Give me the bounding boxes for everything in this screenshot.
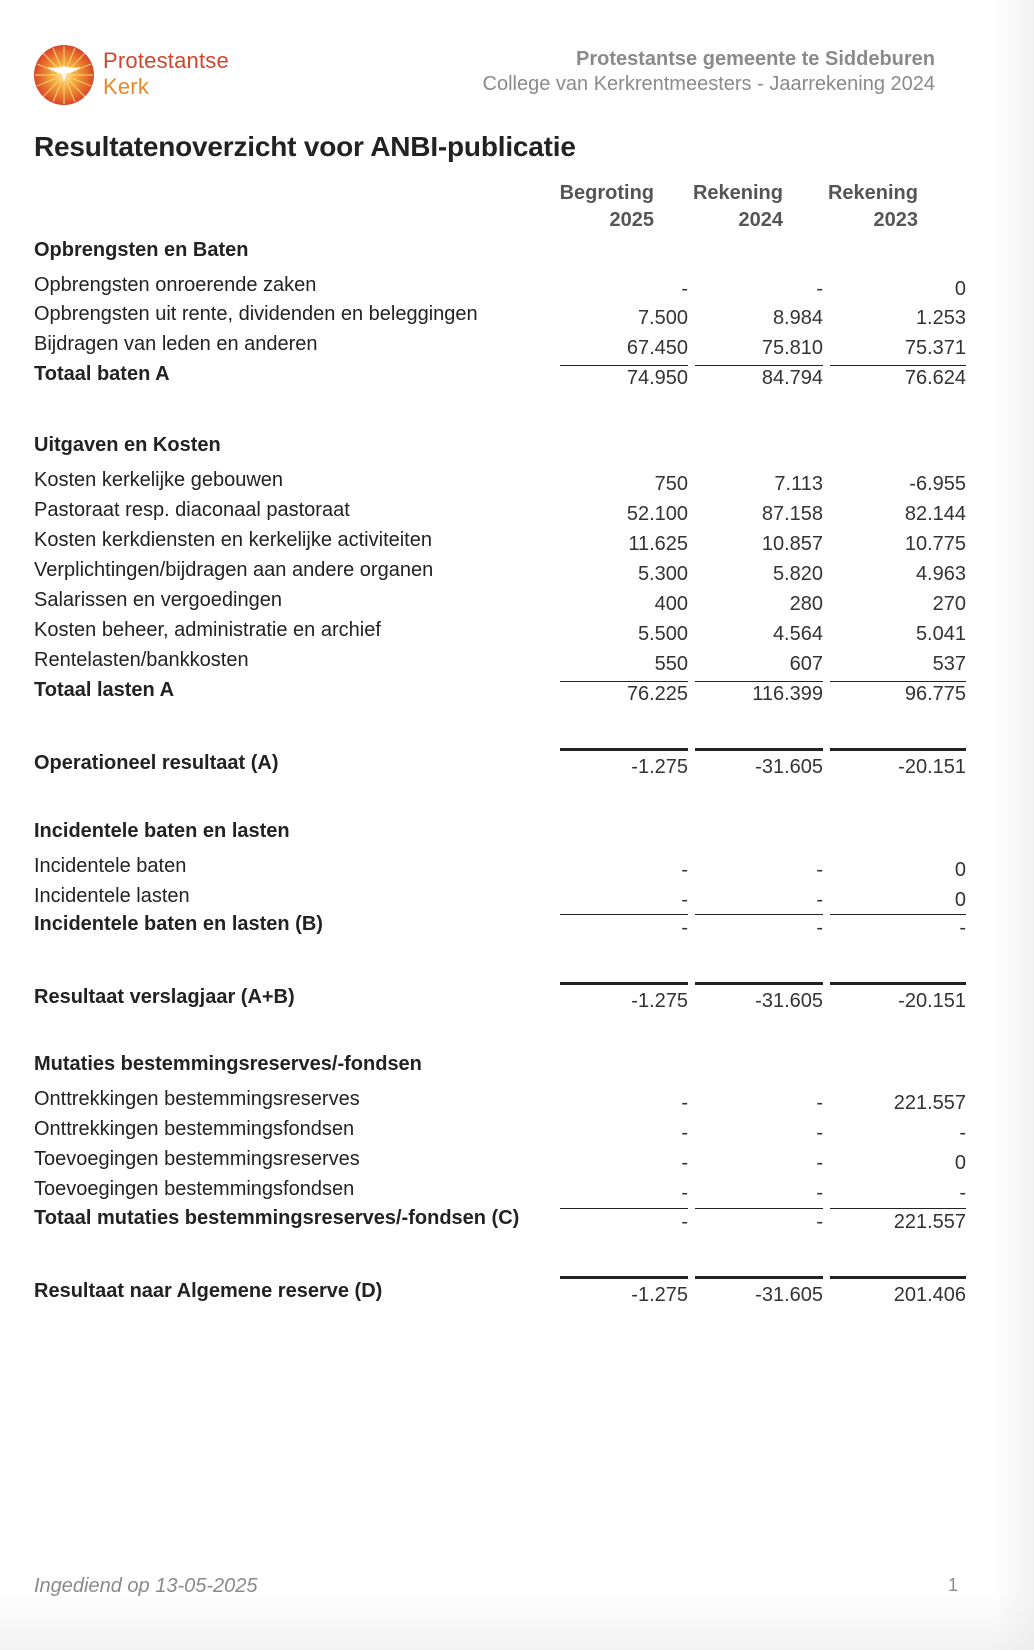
result-rule — [830, 982, 966, 985]
value-begroting-2025: 400 — [654, 593, 688, 615]
value-rekening-2024: -31.605 — [755, 1284, 823, 1306]
column-header-begroting-2025 — [514, 180, 654, 234]
table-row — [0, 559, 1034, 589]
row-label: Salarissen en vergoedingen — [34, 589, 282, 611]
value-rekening-2024: 8.984 — [772, 307, 823, 329]
value-rekening-2023: 75.371 — [904, 337, 966, 359]
value-rekening-2023: - — [959, 1182, 966, 1204]
value-rekening-2024: - — [816, 1211, 823, 1233]
row-label: Verplichtingen/bijdragen aan andere organen — [34, 559, 434, 581]
value-rekening-2023: 1.253 — [915, 307, 966, 329]
column-header-line2: 2025 — [609, 209, 654, 231]
row-label: Incidentele baten en lasten (B) — [34, 913, 323, 935]
value-begroting-2025: 74.950 — [626, 367, 688, 389]
row-label: Kosten kerkdiensten en kerkelijke activiteiten — [34, 529, 432, 551]
value-begroting-2025: 5.300 — [637, 563, 688, 585]
value-begroting-2025: 750 — [654, 473, 688, 495]
row-label: Bijdragen van leden en anderen — [34, 333, 318, 355]
value-rekening-2024: 7.113 — [774, 473, 823, 495]
column-header-line1: Begroting — [559, 182, 654, 204]
value-rekening-2023: 201.406 — [893, 1284, 966, 1306]
table-row — [0, 619, 1034, 649]
row-label: Totaal baten A — [34, 363, 170, 385]
column-header-line1: Rekening — [827, 182, 918, 204]
value-begroting-2025: 67.450 — [626, 337, 688, 359]
value-rekening-2023: 0 — [954, 1152, 966, 1174]
value-rekening-2023: -20.151 — [898, 990, 966, 1012]
page-bottom-shadow — [0, 1590, 1034, 1650]
submission-date: Ingediend op 13-05-2025 — [34, 1575, 258, 1597]
result-rule — [695, 982, 823, 985]
page-title: Resultatenoverzicht voor ANBI-publicatie — [34, 131, 576, 162]
row-label: Onttrekkingen bestemmingsfondsen — [34, 1118, 355, 1140]
value-rekening-2024: -31.605 — [755, 756, 823, 778]
value-rekening-2024: - — [816, 1092, 823, 1114]
value-rekening-2023: 221.557 — [893, 1211, 966, 1233]
total-row — [0, 1207, 1034, 1237]
value-begroting-2025: - — [681, 1122, 688, 1144]
value-begroting-2025: - — [681, 889, 688, 911]
document-subtitle: College van Kerkrentmeesters - Jaarrekening 2024 — [482, 73, 935, 95]
value-rekening-2024: 75.810 — [761, 337, 823, 359]
row-label: Incidentele lasten — [34, 885, 190, 907]
logo-line2: Kerk — [103, 74, 150, 99]
total-row — [0, 679, 1034, 709]
table-row — [0, 529, 1034, 559]
table-row — [0, 303, 1034, 333]
value-rekening-2024: - — [816, 1152, 823, 1174]
row-label: Opbrengsten uit rente, dividenden en beleggingen — [34, 303, 478, 325]
table-row — [0, 274, 1034, 304]
value-rekening-2024: - — [816, 278, 823, 300]
value-rekening-2024: - — [816, 889, 823, 911]
result-rule — [830, 748, 966, 751]
value-rekening-2024: 4.564 — [772, 623, 823, 645]
row-label: Resultaat naar Algemene reserve (D) — [34, 1280, 383, 1302]
value-begroting-2025: 550 — [654, 653, 688, 675]
result-rule — [695, 1276, 823, 1279]
value-rekening-2024: 10.857 — [761, 533, 823, 555]
value-rekening-2023: 4.963 — [915, 563, 966, 585]
table-row — [0, 885, 1034, 915]
table-row — [0, 1088, 1034, 1118]
row-label: Incidentele baten — [34, 855, 187, 877]
result-row — [0, 752, 1034, 782]
value-rekening-2024: 5.820 — [772, 563, 823, 585]
row-label: Operationeel resultaat (A) — [34, 752, 279, 774]
table-row — [0, 333, 1034, 363]
row-label: Opbrengsten onroerende zaken — [34, 274, 317, 296]
total-row — [0, 363, 1034, 393]
value-rekening-2023: 76.624 — [904, 367, 966, 389]
value-rekening-2023: 10.775 — [904, 533, 966, 555]
value-rekening-2023: 537 — [932, 653, 966, 675]
value-rekening-2023: 270 — [932, 593, 966, 615]
column-header-line2: 2023 — [873, 209, 918, 231]
table-row — [0, 1118, 1034, 1148]
value-rekening-2023: 5.041 — [915, 623, 966, 645]
row-label: Mutaties bestemmingsreserves/-fondsen — [34, 1053, 422, 1075]
column-header-line1: Rekening — [692, 182, 783, 204]
value-begroting-2025: 5.500 — [637, 623, 688, 645]
row-label: Rentelasten/bankkosten — [34, 649, 249, 671]
row-label: Toevoegingen bestemmingsreserves — [34, 1148, 360, 1170]
value-rekening-2023: - — [959, 1122, 966, 1144]
value-begroting-2025: - — [681, 278, 688, 300]
value-rekening-2023: - — [959, 917, 966, 939]
value-rekening-2023: 96.775 — [904, 683, 966, 705]
row-label: Uitgaven en Kosten — [34, 434, 221, 456]
logo-wordmark — [103, 48, 229, 100]
row-label: Totaal lasten A — [34, 679, 175, 701]
row-label: Toevoegingen bestemmingsfondsen — [34, 1178, 355, 1200]
value-rekening-2024: -31.605 — [755, 990, 823, 1012]
value-begroting-2025: - — [681, 859, 688, 881]
result-rule — [830, 1276, 966, 1279]
value-rekening-2024: 87.158 — [761, 503, 823, 525]
value-begroting-2025: -1.275 — [631, 756, 688, 778]
value-rekening-2024: 280 — [789, 593, 823, 615]
value-rekening-2024: - — [816, 1182, 823, 1204]
value-begroting-2025: 7.500 — [637, 307, 688, 329]
result-rule — [560, 748, 688, 751]
row-label: Kosten kerkelijke gebouwen — [34, 469, 284, 491]
result-rule — [560, 1276, 688, 1279]
row-label: Kosten beheer, administratie en archief — [34, 619, 381, 641]
result-row — [0, 1280, 1034, 1310]
value-begroting-2025: - — [681, 1182, 688, 1204]
value-rekening-2024: - — [816, 917, 823, 939]
value-begroting-2025: - — [681, 1092, 688, 1114]
organization-name: Protestantse gemeente te Siddeburen — [576, 48, 935, 70]
value-rekening-2023: 0 — [954, 278, 966, 300]
row-label: Onttrekkingen bestemmingsreserves — [34, 1088, 360, 1110]
section-heading — [0, 239, 1034, 269]
value-rekening-2024: 116.399 — [752, 683, 823, 705]
row-label: Incidentele baten en lasten — [34, 820, 290, 842]
value-rekening-2024: - — [816, 1122, 823, 1144]
value-rekening-2023: 82.144 — [904, 503, 966, 525]
table-row — [0, 1178, 1034, 1208]
value-rekening-2023: 221.557 — [893, 1092, 966, 1114]
value-begroting-2025: 52.100 — [626, 503, 688, 525]
row-label: Opbrengsten en Baten — [34, 239, 249, 261]
section-heading — [0, 1053, 1034, 1083]
protestantse-kerk-logo-icon — [33, 44, 95, 106]
value-begroting-2025: - — [681, 1211, 688, 1233]
value-rekening-2024: 84.794 — [761, 367, 823, 389]
row-label: Totaal mutaties bestemmingsreserves/-fondsen (C) — [34, 1207, 520, 1229]
value-rekening-2023: -6.955 — [909, 473, 966, 495]
column-header-line2: 2024 — [738, 209, 783, 231]
result-rule — [695, 748, 823, 751]
value-rekening-2023: 0 — [954, 889, 966, 911]
row-label: Pastoraat resp. diaconaal pastoraat — [34, 499, 350, 521]
value-begroting-2025: - — [681, 917, 688, 939]
table-row — [0, 499, 1034, 529]
value-rekening-2024: 607 — [789, 653, 823, 675]
table-row — [0, 1148, 1034, 1178]
page-number: 1 — [947, 1575, 958, 1595]
value-begroting-2025: 76.225 — [626, 683, 688, 705]
value-rekening-2024: - — [816, 859, 823, 881]
result-row — [0, 986, 1034, 1016]
table-row — [0, 469, 1034, 499]
table-row — [0, 589, 1034, 619]
logo-line1: Protestantse — [103, 48, 229, 73]
value-begroting-2025: 11.625 — [628, 533, 688, 555]
value-begroting-2025: -1.275 — [631, 1284, 688, 1306]
table-row — [0, 855, 1034, 885]
row-label: Resultaat verslagjaar (A+B) — [34, 986, 295, 1008]
value-begroting-2025: - — [681, 1152, 688, 1174]
value-rekening-2023: -20.151 — [898, 756, 966, 778]
value-rekening-2023: 0 — [954, 859, 966, 881]
result-rule — [560, 982, 688, 985]
value-begroting-2025: -1.275 — [631, 990, 688, 1012]
table-row — [0, 649, 1034, 679]
section-heading — [0, 434, 1034, 464]
section-heading — [0, 820, 1034, 850]
total-row — [0, 913, 1034, 943]
document-header — [483, 47, 935, 97]
column-header-rekening-2023 — [778, 180, 918, 234]
column-header-rekening-2024 — [643, 180, 783, 234]
